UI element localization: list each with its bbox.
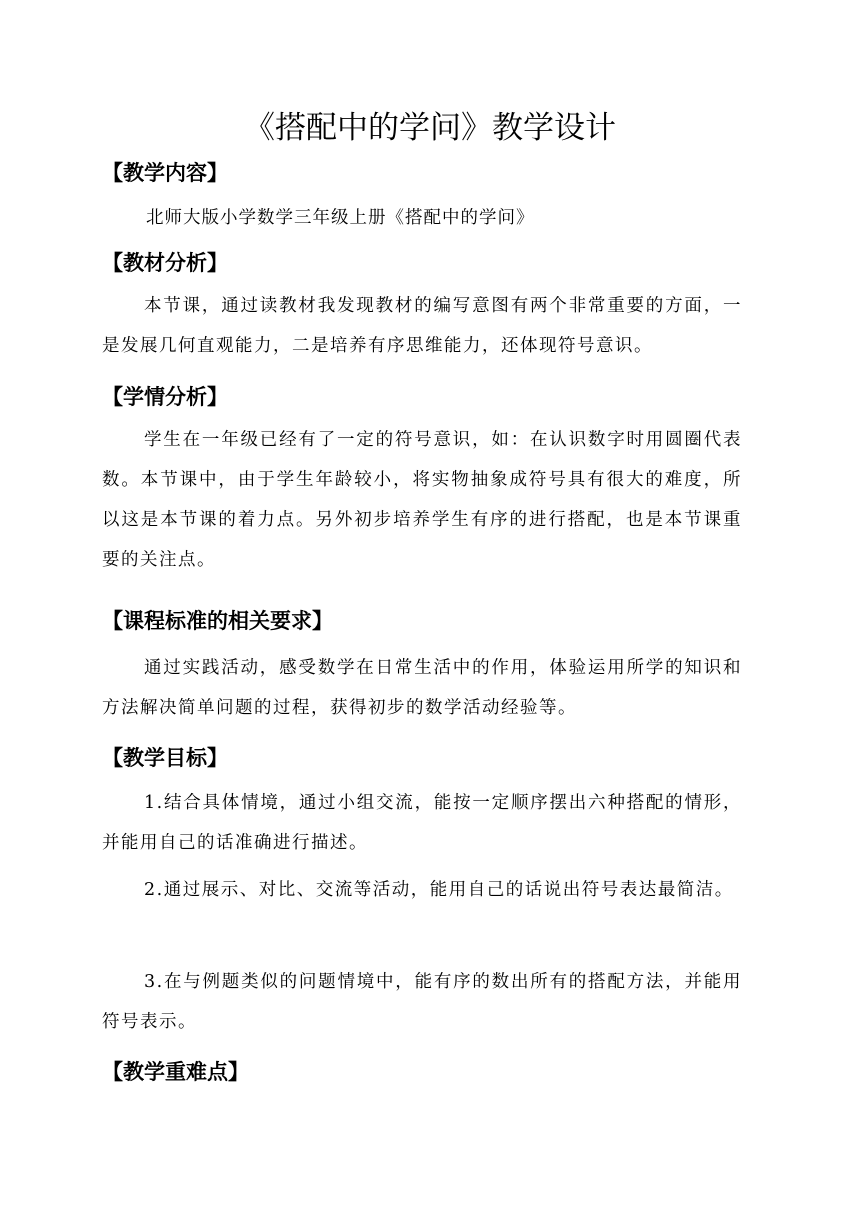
heading-student-analysis: 【学情分析】 (102, 385, 228, 409)
teaching-goal-item-3: 3.在与例题类似的问题情境中，能有序的数出所有的搭配方法，并能用符号表示。 (102, 972, 742, 1032)
heading-teaching-goals: 【教学目标】 (102, 746, 228, 770)
student-analysis-text: 学生在一年级已经有了一定的符号意识，如：在认识数字时用圆圈代表数。本节课中，由于学生年龄较小，将实物抽象成符号具有很大的难度，所以这是本节课的着力点。另外初步培养学生有序的进行搭配，也是本节课重要的关注点。 (102, 430, 742, 570)
teaching-goal-item-1: 1.结合具体情境，通过小组交流，能按一定顺序摆出六种搭配的情形，并能用自己的话准确进行描述。 (102, 793, 742, 853)
heading-textbook-analysis: 【教材分析】 (102, 251, 228, 275)
teaching-content-text: 北师大版小学数学三年级上册《搭配中的学问》 (146, 208, 535, 228)
curriculum-standards-text: 通过实践活动，感受数学在日常生活中的作用，体验运用所学的知识和方法解决简单问题的过程，获得初步的数学活动经验等。 (102, 658, 742, 718)
document-title: 《搭配中的学问》教学设计 (244, 110, 616, 146)
teaching-goal-item-2: 2.通过展示、对比、交流等活动，能用自己的话说出符号表达最简洁。 (144, 880, 734, 900)
heading-key-difficult-points: 【教学重难点】 (102, 1060, 249, 1084)
heading-teaching-content: 【教学内容】 (102, 161, 228, 185)
heading-curriculum-standards: 【课程标准的相关要求】 (102, 609, 333, 633)
textbook-analysis-text: 本节课，通过读教材我发现教材的编写意图有两个非常重要的方面，一是发展几何直观能力，二是培养有序思维能力，还体现符号意识。 (102, 296, 742, 356)
